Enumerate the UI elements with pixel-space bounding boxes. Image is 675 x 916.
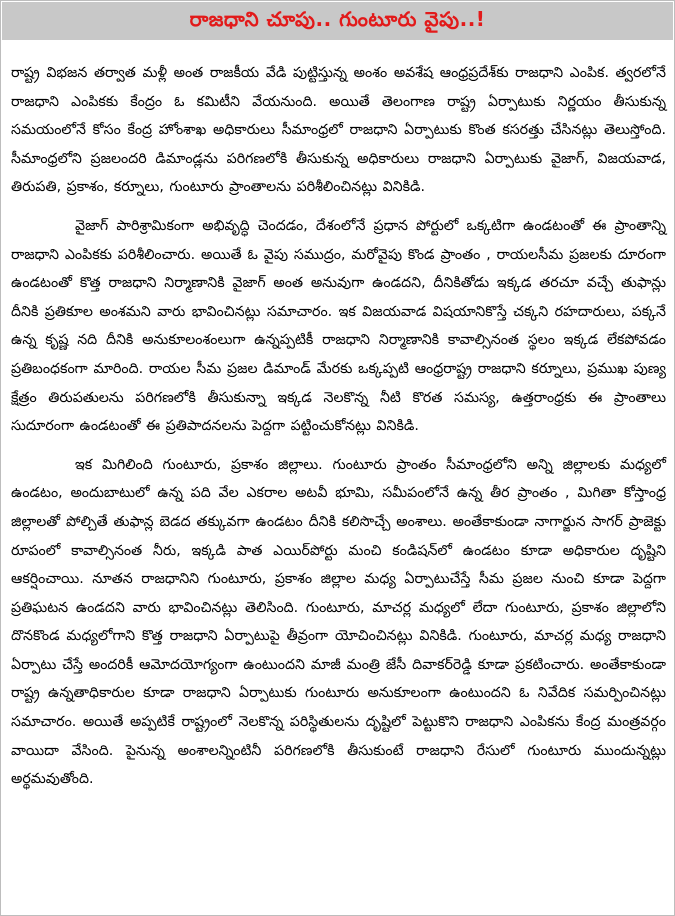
article-paragraph-2: వైజాగ్‌ పారిశ్రామికంగా అభివృద్ధి చెందడం, దేశంలోనే ప్రధాన పోర్టులో ఒక్కటిగా ఉండటంతో ఈ ప్రాంతాన్ని రాజధాని ఎంపికకు పరిశీలించారు. అయితే ఓ వైపు సముద్రం, మరోవైపు కొండ ప్రాంతం , రాయలసీమ ప్రజలకు దూరంగా ఉండటంతో కొత్త రాజధాని నిర్మాణానికి వైజాగ్‌ అంత అనువుగా ఉండదని, దీనికితోడు ఇక్కడ తరచూ వచ్చే తుఫాన్లు దీనికి ప్రతికూల అంశమని వారు భావించినట్లు సమాచారం. ఇక విజయవాడ విషయానికొస్తే చక్కని రహదారులు, పక్కనే ఉన్న కృష్ణ నది దీనికి అనుకూలంశంలుగా ఉన్నప్పటికీ రాజధాని నిర్మాణానికి కావాల్సినంత స్థలం ఇక్కడ లేకపోవడం ప్రతిబంధకంగా మారింది. రాయల సీమ ప్రజల డిమాండ్‌ మేరకు ఒక్కప్పటి ఆంధ్రరాష్ట్ర రాజధాని కర్నూలు, ప్రముఖ పుణ్య క్షేత్రం తిరుపతులను పరిగణలోకి తీసుకున్నా ఇక్కడ నెలకొన్న నీటి కొరత సమస్య, ఉత్తరాంధ్రకు ఈ ప్రాంతాలు సుదూరంగా ఉండటంతో ఈ ప్రతిపాదనలను పెద్దగా పట్టించుకోనట్లు వినికిడి. (11, 217, 666, 435)
article-paragraph-3: ఇక మిగిలింది గుంటూరు, ప్రకాశం జిల్లాలు. గుంటూరు ప్రాంతం సీమాంధ్రలోని అన్ని జిల్లాలకు మధ్యలో ఉండటం, అందుబాటులో ఉన్న పది వేల ఎకరాల అటవీ భూమి, సమీపంలోనే ఉన్న తీర ప్రాంతం , మిగితా కోస్తాంధ్ర జిల్లాలతో పోల్చితే తుఫాన్ల బెడద తక్కువగా ఉండటం దీనికి కలిసొచ్చే అంశాలు. అంతేకాకుండా నాగార్జున సాగర్‌ ప్రాజెక్టు రూపంలో కావాల్సినంత నీరు, ఇక్కడి పాత ఎయిర్‌పోర్టు మంచి కండిషన్‌లో ఉండటం కూడా అధికారుల దృష్టిని ఆకర్షించాయి. నూతన రాజధానిని గుంటూరు, ప్రకాశం జిల్లాల మధ్య ఏర్పాటుచేస్తే సీమ ప్రజల నుంచి కూడా పెద్దగా ప్రతిఘటన ఉండదని వారు భావించినట్లు తెలిసింది. గుంటూరు, మాచర్ల మధ్యలో లేదా గుంటూరు, ప్రకాశం జిల్లాలోని దొనకొండ మధ్యలోగాని కొత్త రాజధాని ఏర్పాటుపై తీవ్రంగా యోచించినట్లు వినికిడి. గుంటూరు, మాచర్ల మధ్య రాజధాని ఏర్పాటు చేస్తే అందరికీ ఆమోదయోగ్యంగా ఉంటుందని మాజీ మంత్రి జేసీ దివాకర్‌రెడ్డి కూడా ప్రకటించారు. అంతేకాకుండా రాష్ట్ర ఉన్నతాధికారుల కూడా రాజధాని ఏర్పాటుకు గుంటూరు అనుకూలంగా ఉంటుందని ఓ నివేదిక సమర్పించినట్లు సమాచారం. అయితే అప్పటికే రాష్ట్రంలో నెలకొన్న పరిస్థితులను దృష్టిలో పెట్టుకొని రాజధాని ఎంపికను కేంద్ర మంత్రవర్గం వాయిదా వేసింది. పైనున్న అంశాలన్నింటినీ పరిగణలోకి తీసుకుంటే రాజధాని రేసులో గుంటూరు ముందున్నట్లు అర్థమవుతోంది. (11, 456, 666, 788)
title-banner (2, 2, 673, 40)
article-paragraph-1: రాష్ట్ర విభజన తర్వాత మళ్లీ అంత రాజకీయ వేడి పుట్టిస్తున్న అంశం అవశేష ఆంధ్రప్రదేశ్‌కు రాజధాని ఎంపిక. త్వరలోనే రాజధాని ఎంపికకు కేంద్రం ఓ కమిటీని వేయనుంది. అయితే తెలంగాణ రాష్ట్ర ఏర్పాటుకు నిర్ణయం తీసుకున్న సమయంలోనే కోసం కేంద్ర హోంశాఖ అధికారులు సీమాంధ్రలో రాజధాని ఏర్పాటుకు కొంత కసరత్తు చేసినట్లు తెలుస్తోంది. సీమాంధ్రలోని ప్రజలందరి డిమాండ్లను పరిగణలోకి తీసుకున్న అధికారులు రాజధాని ఏర్పాటుకు వైజాగ్‌, విజయవాడ, తిరుపతి, ప్రకాశం, కర్నూలు, గుంటూరు ప్రాంతాలను పరిశీలించినట్లు వినికిడి. (11, 65, 666, 196)
article-body (11, 59, 666, 804)
article-title: రాజధాని చూపు.. గుంటూరు వైపు..! (189, 6, 486, 31)
